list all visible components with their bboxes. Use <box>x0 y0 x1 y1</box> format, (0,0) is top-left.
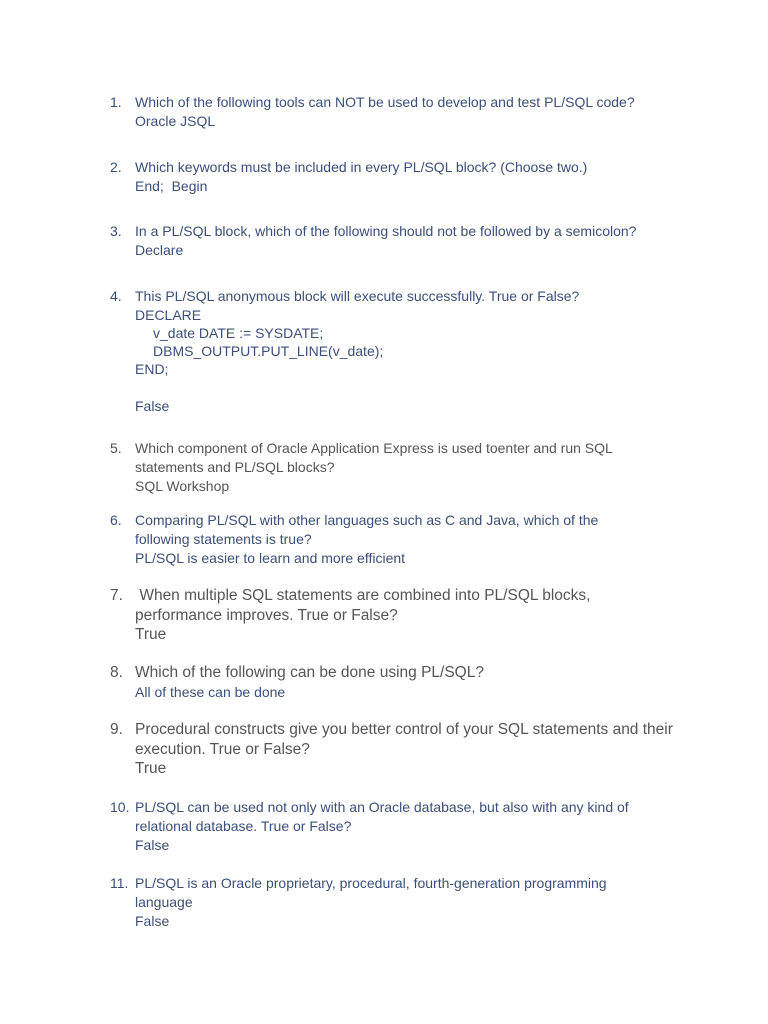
spacer <box>135 378 710 397</box>
question-text: Which component of Oracle Application Express is used toenter and run SQL statements and PL/SQL blocks? <box>135 440 617 475</box>
question-number: 2. <box>110 159 122 175</box>
question-number: 10. <box>110 799 130 815</box>
question-number: 7. <box>110 587 123 604</box>
question-number: 11. <box>110 875 129 891</box>
question-text: Which of the following can be done using PL/SQL? <box>135 664 484 681</box>
answer-text: False <box>135 837 170 853</box>
question-text: Comparing PL/SQL with other languages such as C and Java, which of the following statements is true? <box>135 512 603 547</box>
question-item-6 <box>110 511 710 568</box>
question-text: Which keywords must be included in every PL/SQL block? (Choose two.) <box>135 159 588 175</box>
question-number: 8. <box>110 664 123 681</box>
question-number: 1. <box>110 94 122 110</box>
question-item-5 <box>110 439 710 496</box>
code-line-end: END; <box>135 361 169 377</box>
answer-text: End; Begin <box>135 178 208 194</box>
question-item-1 <box>110 93 710 131</box>
answer-text: False <box>135 398 170 414</box>
question-number: 3. <box>110 223 122 239</box>
question-text: This PL/SQL anonymous block will execute successfully. True or False? <box>135 288 580 304</box>
question-number: 6. <box>110 512 122 528</box>
question-number: 5. <box>110 440 122 456</box>
code-line-variable: v_date DATE := SYSDATE; <box>153 325 324 341</box>
answer-text: True <box>135 760 167 777</box>
question-text: In a PL/SQL block, which of the following should not be followed by a semicolon? <box>135 223 637 239</box>
code-line-output: DBMS_OUTPUT.PUT_LINE(v_date); <box>153 343 384 359</box>
question-text: PL/SQL can be used not only with an Oracle database, but also with any kind of relational database. True or False? <box>135 799 633 834</box>
question-number: 4. <box>110 288 122 304</box>
answer-text: Oracle JSQL <box>135 113 216 129</box>
answer-text: True <box>135 626 167 643</box>
question-item-9 <box>110 720 710 779</box>
answer-text: All of these can be done <box>135 683 286 700</box>
answer-text: Declare <box>135 242 184 258</box>
question-item-3 <box>110 222 710 260</box>
question-item-8 <box>110 663 710 702</box>
question-text: PL/SQL is an Oracle proprietary, procedural, fourth-generation programming language <box>135 875 611 910</box>
question-item-11 <box>110 874 710 931</box>
question-item-7 <box>110 586 710 645</box>
answer-text: SQL Workshop <box>135 478 230 494</box>
answer-text: PL/SQL is easier to learn and more efficient <box>135 550 406 566</box>
question-text: When multiple SQL statements are combined into PL/SQL blocks, performance improves. True or False? <box>135 587 595 624</box>
question-item-10 <box>110 798 710 855</box>
question-number: 9. <box>110 721 123 738</box>
question-text: Which of the following tools can NOT be used to develop and test PL/SQL code? <box>135 94 635 110</box>
answer-text: False <box>135 913 170 929</box>
question-text: Procedural constructs give you better control of your SQL statements and their execution. True or False? <box>135 721 678 758</box>
question-item-4 <box>110 287 710 416</box>
question-item-2 <box>110 158 710 196</box>
code-line-declare: DECLARE <box>135 307 202 323</box>
